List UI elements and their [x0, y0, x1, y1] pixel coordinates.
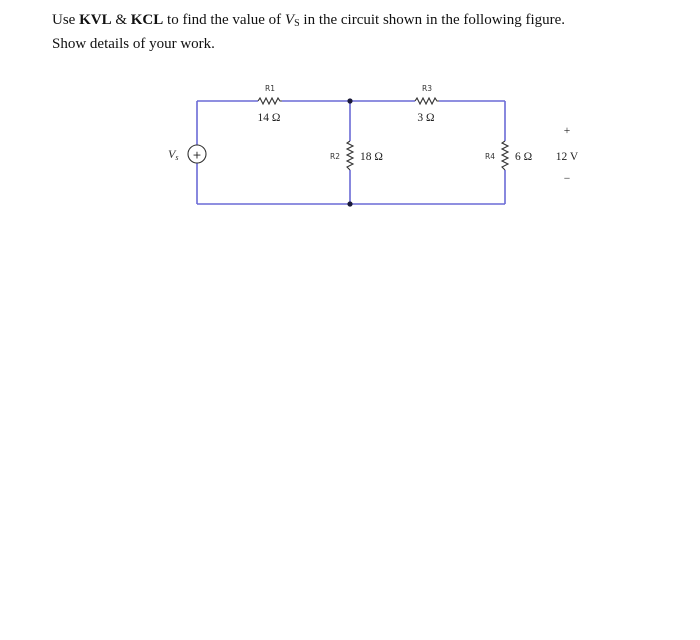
- resistor-r2: [330, 141, 383, 170]
- voltage-source-subscript: s: [175, 153, 179, 162]
- text-use: Use: [52, 12, 80, 28]
- resistor-r2-name: R2: [330, 152, 340, 161]
- text-kvl: KVL: [79, 12, 112, 28]
- voltage-source-label: [168, 147, 178, 162]
- voltage-source-plus-icon: +: [192, 148, 202, 162]
- voltage-source-symbol: V: [168, 147, 176, 161]
- voltage-plus-sign: +: [563, 125, 571, 137]
- text-circuit-shown: in the circuit shown in the following figure.: [299, 12, 566, 28]
- resistor-r3-zigzag: [415, 98, 439, 104]
- resistor-r3-value: 3 Ω: [417, 112, 435, 124]
- resistor-r4-name: R4: [485, 152, 495, 161]
- text-kcl: KCL: [130, 12, 164, 28]
- resistor-r2-value: 18 Ω: [360, 151, 383, 163]
- resistor-r2-zigzag: [347, 141, 353, 170]
- voltage-minus-sign: −: [563, 173, 571, 185]
- voltage-source-vs: [168, 145, 206, 163]
- resistor-r3: [415, 84, 439, 124]
- resistor-r1-value: 14 Ω: [257, 112, 281, 124]
- problem-line-2: Show details of your work.: [52, 36, 215, 52]
- voltage-value: 12 V: [555, 151, 579, 163]
- node-bottom: [347, 201, 352, 206]
- voltage-label: [556, 125, 579, 185]
- resistor-r4: [485, 141, 532, 170]
- resistor-r4-value: 6 Ω: [515, 151, 533, 163]
- text-vs-subscript: S: [294, 18, 300, 29]
- resistor-r1: [258, 84, 282, 124]
- resistor-r1-zigzag: [258, 98, 282, 104]
- resistor-r1-name: R1: [265, 84, 275, 93]
- resistor-r3-name: R3: [422, 84, 432, 93]
- resistor-r4-zigzag: [502, 141, 508, 170]
- text-find-value: to find the value of: [163, 12, 285, 28]
- text-ampersand: &: [111, 12, 131, 28]
- text-vs-symbol: V: [284, 12, 295, 28]
- node-top: [347, 98, 352, 103]
